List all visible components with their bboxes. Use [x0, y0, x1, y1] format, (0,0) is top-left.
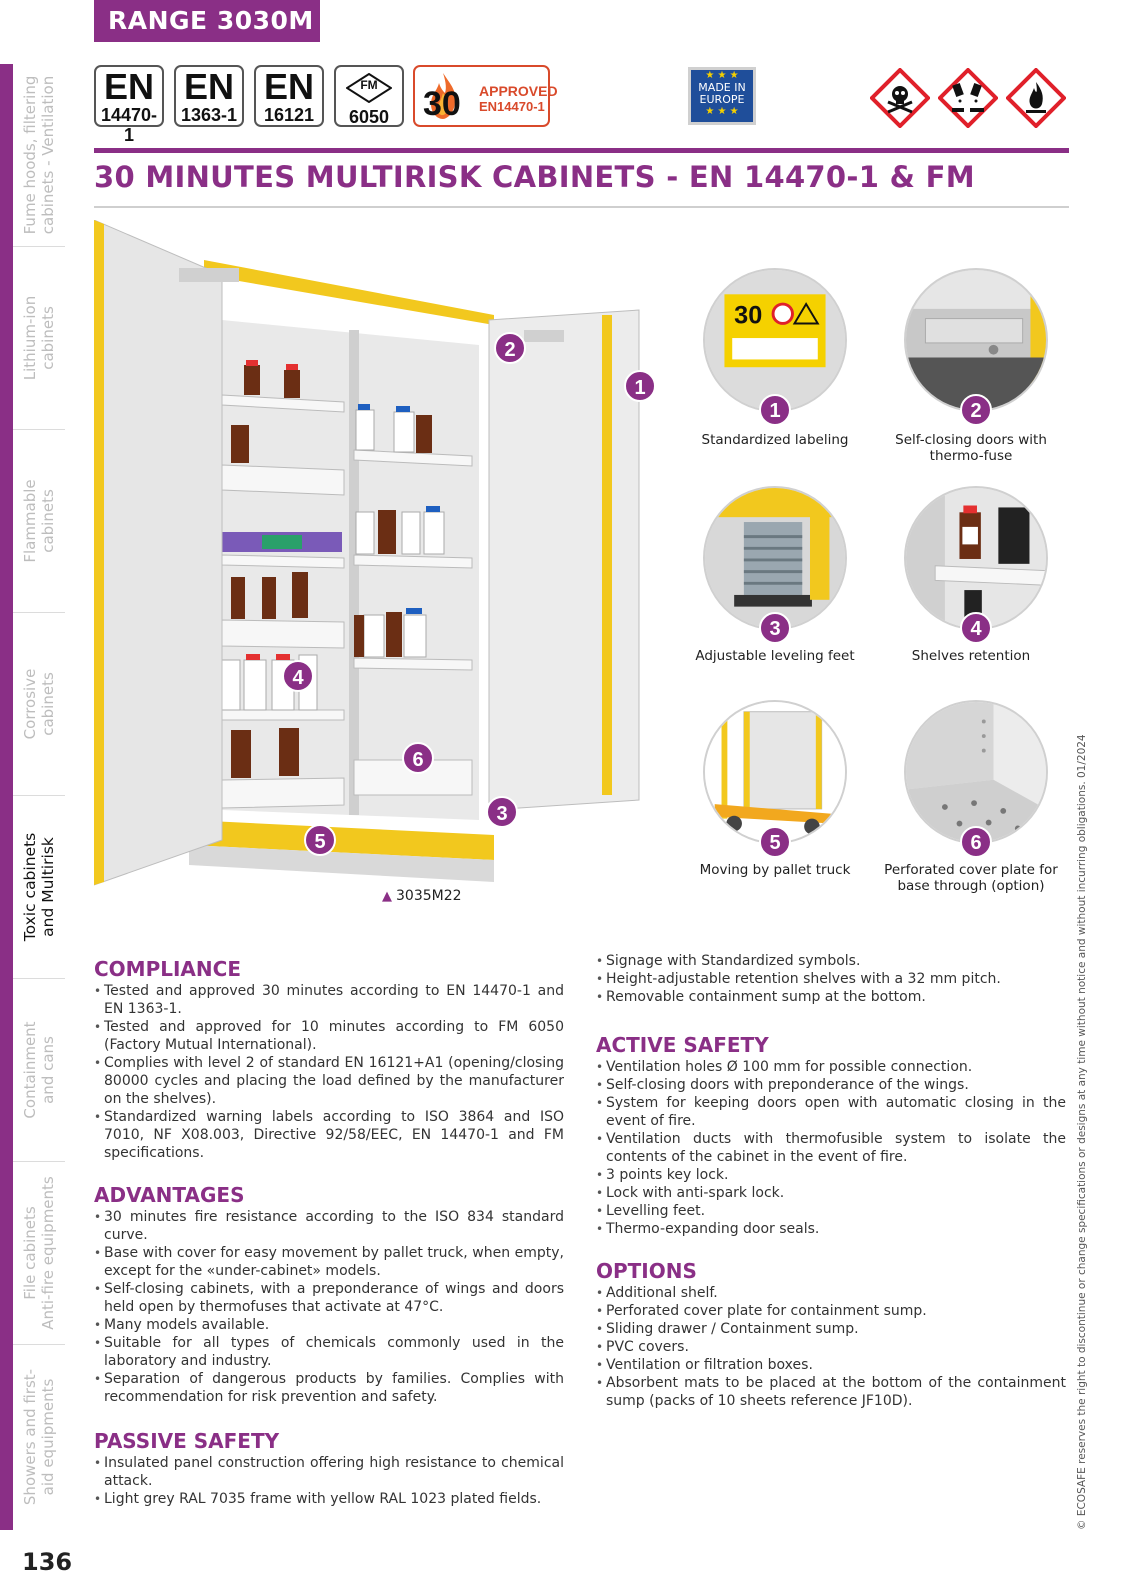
list-item: • 3 points key lock.: [596, 1166, 1066, 1184]
advantages-heading: ADVANTAGES: [94, 1183, 245, 1207]
fm-diamond-icon: FM: [349, 69, 389, 109]
feature-badge-4: 4: [960, 612, 992, 644]
triangle-icon: ▲: [382, 889, 392, 904]
compliance-section: [94, 958, 564, 1162]
cabinet-badge-5: 5: [304, 824, 336, 856]
list-item: • System for keeping doors open with automatic closing in the event of fire.: [596, 1094, 1066, 1130]
cert-en-14470-1: EN 14470-1: [94, 65, 164, 127]
flame-icon: [1006, 68, 1066, 128]
list-item: • Lock with anti-spark lock.: [596, 1184, 1066, 1202]
thumb-standardized-labeling: [703, 268, 847, 412]
sidebar-item-corrosive[interactable]: Corrosive cabinets: [13, 613, 65, 796]
feature-caption-4: Shelves retention: [911, 648, 1031, 664]
sidebar-item-fume-hoods[interactable]: Fume hoods, filtering cabinets - Ventilation: [13, 64, 65, 247]
list-item: • Ventilation or filtration boxes.: [596, 1356, 1066, 1374]
skull-crossbones-icon: [870, 68, 930, 128]
list-item: • Self-closing doors with preponderance of the wings.: [596, 1076, 1066, 1094]
active-safety-heading: ACTIVE SAFETY: [596, 1033, 769, 1057]
page-title: 30 MINUTES MULTIRISK CABINETS - EN 14470-1 & FM: [94, 160, 975, 194]
list-item: • Levelling feet.: [596, 1202, 1066, 1220]
eu-stars-icon: ★ ★ ★: [705, 106, 739, 117]
sidebar-item-showers[interactable]: Showers and first- aid equipments: [21, 1368, 57, 1505]
cabinet-badge-2: 2: [494, 332, 526, 364]
thumb-pallet-truck: [703, 700, 847, 844]
cabinet-badge-1: 1: [624, 370, 656, 402]
sidebar-item-file-cabinets[interactable]: File cabinets Anti-fire equipments: [13, 1162, 65, 1345]
compliance-heading: COMPLIANCE: [94, 957, 241, 981]
options-section: [596, 1260, 1066, 1410]
feature-caption-5: Moving by pallet truck: [699, 862, 851, 878]
cabinet-product-image: [94, 220, 662, 905]
passive-safety-continued: [596, 952, 1066, 1006]
cert-fm-6050: FM 6050: [334, 65, 404, 127]
passive-safety-heading: PASSIVE SAFETY: [94, 1429, 280, 1453]
sidebar-tabs: [13, 64, 65, 1530]
options-heading: OPTIONS: [596, 1259, 697, 1283]
list-item: • Base with cover for easy movement by pallet truck, when empty, except for the «under-cabinet» models.: [94, 1244, 564, 1280]
advantages-section: [94, 1184, 564, 1406]
list-item: • Many models available.: [94, 1316, 564, 1334]
feature-badge-3: 3: [759, 612, 791, 644]
list-item: • Complies with level 2 of standard EN 16121+A1 (opening/closing 80000 cycles and placing the load defined by the manufacturer on the shelves).: [94, 1054, 564, 1108]
sidebar-item-toxic-multirisk[interactable]: Toxic cabinets and Multirisk: [13, 796, 65, 979]
feature-caption-6: Perforated cover plate for base through (option): [884, 862, 1058, 894]
made-in-europe-badge: ★ ★ ★ MADE IN EUROPE ★ ★ ★: [688, 67, 756, 125]
passive-safety-section: [94, 1430, 564, 1508]
title-divider: [94, 206, 1069, 208]
cabinet-badge-6: 6: [402, 742, 434, 774]
feature-badge-5: 5: [759, 826, 791, 858]
copyright-notice: © ECOSAFE reserves the right to discontinue or change specifications or designs at any time without notice and without incurring obligations. 01/2024: [1076, 734, 1088, 1530]
list-item: • Suitable for all types of chemicals commonly used in the laboratory and industry.: [94, 1334, 564, 1370]
sidebar-item-containment[interactable]: Containment and cans: [13, 979, 65, 1162]
list-item: • Self-closing cabinets, with a preponderance of wings and doors held open by thermofuses that activate at 47°C.: [94, 1280, 564, 1316]
list-item: • Height-adjustable retention shelves with a 32 mm pitch.: [596, 970, 1066, 988]
list-item: • Sliding drawer / Containment sump.: [596, 1320, 1066, 1338]
sidebar-accent-bar: [0, 64, 13, 1530]
page-number: 136: [22, 1548, 73, 1576]
feature-badge-1: 1: [759, 394, 791, 426]
active-safety-section: [596, 1034, 1066, 1238]
list-item: • Removable containment sump at the bottom.: [596, 988, 1066, 1006]
sidebar-item-lithium-ion[interactable]: Lithium-ion cabinets: [13, 247, 65, 430]
approved-badge: 30 APPROVED EN14470-1: [413, 65, 550, 127]
feature-badge-6: 6: [960, 826, 992, 858]
feature-caption-1: Standardized labeling: [701, 432, 849, 448]
feature-badge-2: 2: [960, 394, 992, 426]
list-item: • Absorbent mats to be placed at the bottom of the containment sump (packs of 10 sheets reference JF10D).: [596, 1374, 1066, 1410]
list-item: • Signage with Standardized symbols.: [596, 952, 1066, 970]
thumb-self-closing-doors: [904, 268, 1048, 412]
list-item: • Light grey RAL 7035 frame with yellow RAL 1023 plated fields.: [94, 1490, 564, 1508]
list-item: • Insulated panel construction offering high resistance to chemical attack.: [94, 1454, 564, 1490]
feature-caption-2: Self-closing doors with thermo-fuse: [895, 432, 1047, 464]
product-reference: ▲ 3035M22: [382, 888, 462, 904]
list-item: • Additional shelf.: [596, 1284, 1066, 1302]
thumb-perforated-cover: [904, 700, 1048, 844]
corrosive-icon: [938, 68, 998, 128]
list-item: • Separation of dangerous products by families. Complies with recommendation for risk prevention and safety.: [94, 1370, 564, 1406]
feature-caption-3: Adjustable leveling feet: [695, 648, 855, 664]
svg-text:30: 30: [734, 301, 763, 330]
cabinet-badge-4: 4: [282, 660, 314, 692]
eu-stars-icon: ★ ★ ★: [705, 70, 739, 81]
list-item: • 30 minutes fire resistance according to the ISO 834 standard curve.: [94, 1208, 564, 1244]
cert-en-16121: EN 16121: [254, 65, 324, 127]
sidebar-item-flammable[interactable]: Flammable cabinets: [13, 430, 65, 613]
cert-en-1363-1: EN 1363-1: [174, 65, 244, 127]
list-item: • Tested and approved for 10 minutes according to FM 6050 (Factory Mutual International).: [94, 1018, 564, 1054]
list-item: • Perforated cover plate for containment sump.: [596, 1302, 1066, 1320]
cabinet-badge-3: 3: [486, 796, 518, 828]
header-divider: [94, 148, 1069, 153]
thumb-leveling-feet: [703, 486, 847, 630]
range-label: RANGE 3030M: [94, 0, 320, 42]
list-item: • PVC covers.: [596, 1338, 1066, 1356]
list-item: • Ventilation ducts with thermofusible system to isolate the contents of the cabinet in the event of fire.: [596, 1130, 1066, 1166]
list-item: • Standardized warning labels according to ISO 3864 and ISO 7010, NF X08.003, Directive 92/58/EEC, EN 14470-1 and FM specifications.: [94, 1108, 564, 1162]
list-item: • Thermo-expanding door seals.: [596, 1220, 1066, 1238]
thumb-shelves-retention: [904, 486, 1048, 630]
list-item: • Ventilation holes Ø 100 mm for possible connection.: [596, 1058, 1066, 1076]
list-item: • Tested and approved 30 minutes according to EN 14470-1 and EN 1363-1.: [94, 982, 564, 1018]
